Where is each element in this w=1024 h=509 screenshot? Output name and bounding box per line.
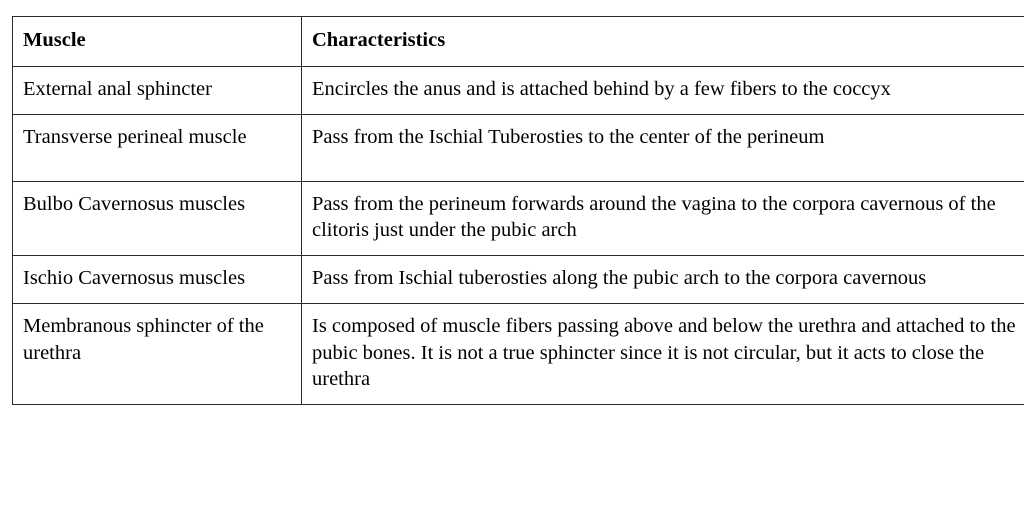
cell-characteristics-text: Pass from the perineum forwards around the vagina to the corpora cavernous of the clitoris just under the pubic arch <box>312 192 996 241</box>
cell-muscle-text: External anal sphincter <box>23 78 212 101</box>
table-body <box>13 67 1024 405</box>
table-row <box>13 304 1024 405</box>
table-header-row <box>13 17 1024 67</box>
cell-characteristics-text: Is composed of muscle fibers passing above and below the urethra and attached to the pubic bones. It is not a true sphincter since it is not circular, but it acts to close the urethra <box>312 315 1016 390</box>
cell-characteristics <box>302 181 1024 255</box>
table-row <box>13 115 1024 181</box>
cell-characteristics-text: Encircles the anus and is attached behind by a few fibers to the coccyx <box>312 78 891 101</box>
column-header-muscle <box>13 17 302 67</box>
cell-characteristics-text: Pass from the Ischial Tuberosties to the center of the perineum <box>312 126 825 149</box>
cell-muscle <box>13 67 302 115</box>
column-header-characteristics <box>302 17 1024 67</box>
table-header <box>13 17 1024 67</box>
cell-muscle <box>13 115 302 181</box>
table-row <box>13 256 1024 304</box>
cell-muscle-text: Transverse perineal muscle <box>23 126 247 149</box>
cell-muscle <box>13 304 302 405</box>
cell-muscle <box>13 181 302 255</box>
cell-characteristics <box>302 67 1024 115</box>
column-header-muscle-label: Muscle <box>23 29 86 51</box>
cell-muscle-text: Membranous sphincter of the urethra <box>23 315 264 364</box>
cell-characteristics-text: Pass from Ischial tuberosties along the pubic arch to the corpora cavernous <box>312 267 927 290</box>
cell-muscle-text: Ischio Cavernosus muscles <box>23 267 246 290</box>
table-row <box>13 181 1024 255</box>
muscle-characteristics-table <box>12 16 1024 405</box>
cell-characteristics <box>302 115 1024 181</box>
cell-muscle <box>13 256 302 304</box>
cell-muscle-text: Bulbo Cavernosus muscles <box>23 192 246 215</box>
cell-characteristics <box>302 304 1024 405</box>
cell-characteristics <box>302 256 1024 304</box>
table-row <box>13 67 1024 115</box>
column-header-characteristics-label: Characteristics <box>312 29 446 51</box>
